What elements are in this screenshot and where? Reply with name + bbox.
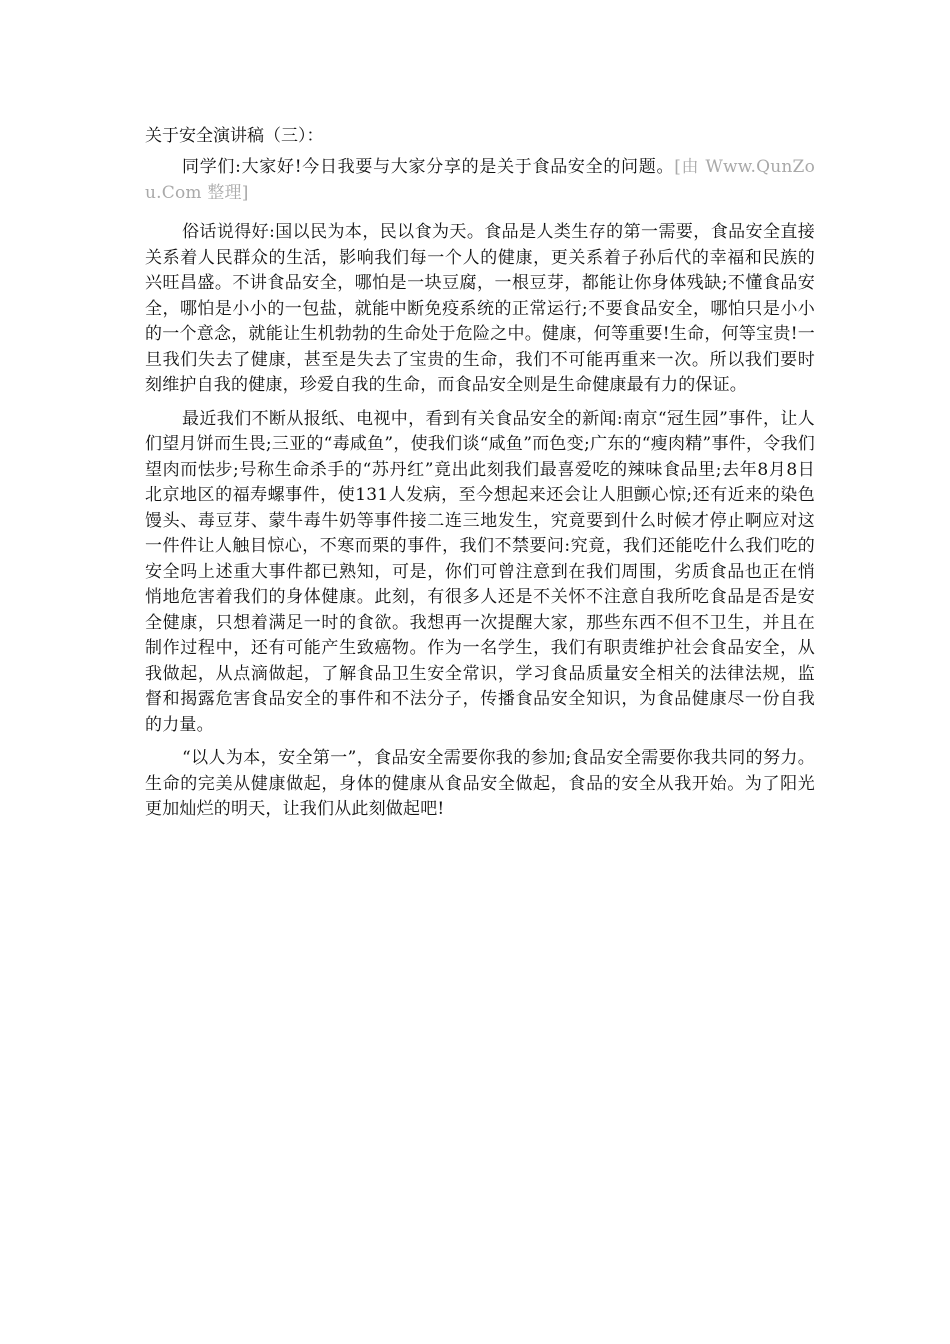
source-note: [由 Www.QunZou.Com 整理]	[145, 157, 816, 203]
greeting-paragraph	[145, 155, 815, 206]
greeting-text: 同学们:大家好!今日我要与大家分享的是关于食品安全的问题。	[182, 157, 675, 177]
body-paragraph-2: 最近我们不断从报纸、电视中，看到有关食品安全的新闻:南京“冠生园”事件，让人们望月饼而生畏;三亚的“毒咸鱼”，使我们谈“咸鱼”而色变;广东的“瘦肉精”事件，令我们望肉而怯步;号称生命杀手的“苏丹红”竟出此刻我们最喜爱吃的辣味食品里;去年8月8日北京地区的福寿螺事件，使131人发病，至今想起来还会让人胆颤心惊;还有近来的染色馒头、毒豆芽、蒙牛毒牛奶等事件接二连三地发生，究竟要到什么时候才停止啊应对这一件件让人触目惊心，不寒而栗的事件，我们不禁要问:究竟，我们还能吃什么我们吃的安全吗上述重大事件都已熟知，可是，你们可曾注意到在我们周围，劣质食品也正在悄悄地危害着我们的身体健康。此刻，有很多人还是不关怀不注意自我所吃食品是否是安全健康，只想着满足一时的食欲。我想再一次提醒大家，那些东西不但不卫生，并且在制作过程中，还有可能产生致癌物。作为一名学生，我们有职责维护社会食品安全，从我做起，从点滴做起，了解食品卫生安全常识，学习食品质量安全相关的法律法规，监督和揭露危害食品安全的事件和不法分子，传播食品安全知识，为食品健康尽一份自我的力量。	[145, 408, 815, 735]
body-paragraph-1: 俗话说得好:国以民为本，民以食为天。食品是人类生存的第一需要，食品安全直接关系着人民群众的生活，影响我们每一个人的健康，更关系着子孙后代的幸福和民族的兴旺昌盛。不讲食品安全，哪怕是一块豆腐，一根豆芽，都能让你身体残缺;不懂食品安全，哪怕是小小的一包盐，就能中断免疫系统的正常运行;不要食品安全，哪怕只是小小的一个意念，就能让生机勃勃的生命处于危险之中。健康，何等重要!生命，何等宝贵!一旦我们失去了健康，甚至是失去了宝贵的生命，我们不可能再重来一次。所以我们要时刻维护自我的健康，珍爱自我的生命，而食品安全则是生命健康最有力的保证。	[145, 222, 815, 395]
document-heading: 关于安全演讲稿（三）：	[145, 126, 324, 146]
document-body	[145, 123, 815, 831]
body-paragraph-3: “以人为本，安全第一”，食品安全需要你我的参加;食品安全需要你我共同的努力。生命的完美从健康做起，身体的健康从食品安全做起，食品的安全从我开始。为了阳光更加灿烂的明天，让我们从此刻做起吧!	[145, 748, 815, 819]
